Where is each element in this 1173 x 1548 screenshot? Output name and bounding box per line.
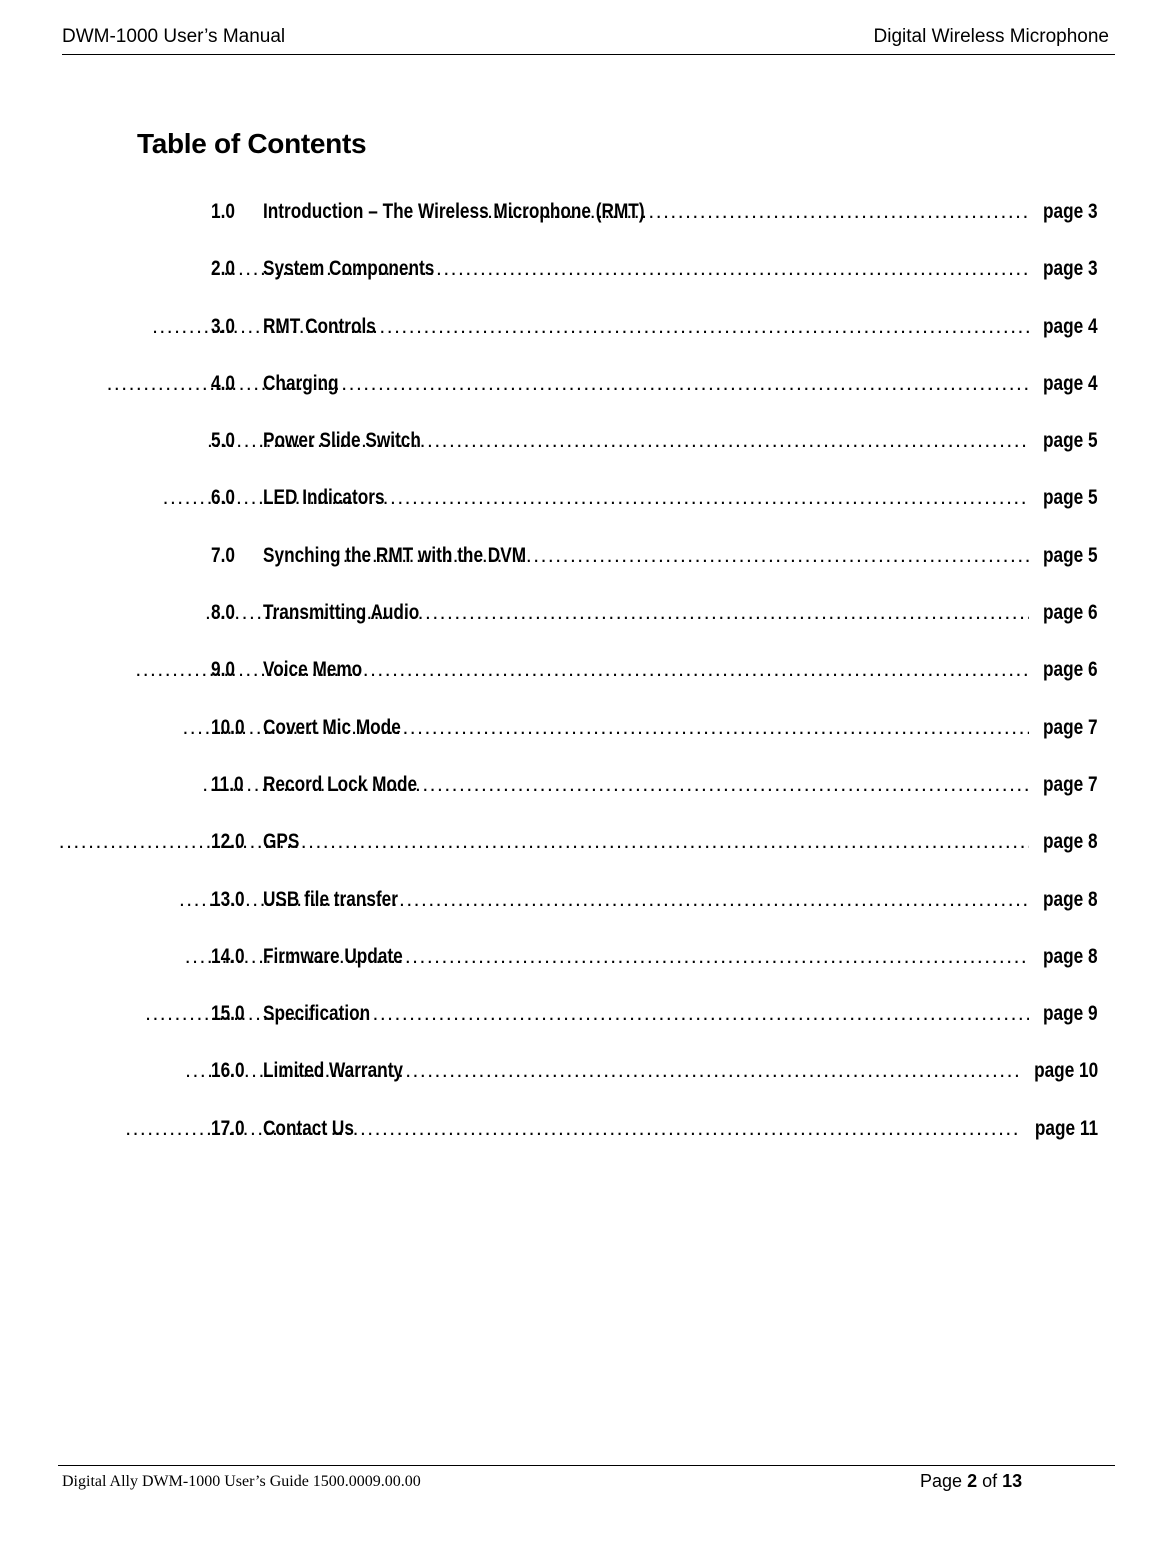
toc-entry-page: page 4 bbox=[1043, 314, 1098, 338]
toc-entry-page: page 8 bbox=[1043, 887, 1098, 911]
toc-entry[interactable] bbox=[211, 716, 1106, 773]
toc-entry-number: 6.0 bbox=[211, 486, 235, 510]
footer-page-current: 2 bbox=[967, 1471, 978, 1491]
toc-entry-number: 2.0 bbox=[211, 257, 235, 281]
toc-entry-number: 1.0 bbox=[211, 200, 235, 223]
toc-entry-page: page 11 bbox=[1034, 1116, 1098, 1140]
toc-entry-label: Firmware Update bbox=[263, 944, 403, 968]
toc-entry-page: page 9 bbox=[1043, 1002, 1098, 1026]
toc-entry-label: Synching the RMT with the DVM bbox=[263, 543, 527, 567]
toc-title: Table of Contents bbox=[137, 128, 367, 159]
toc-entry-number: 11.0 bbox=[211, 772, 244, 796]
toc-entry-number: 17.0 bbox=[211, 1116, 245, 1140]
toc-entry-number: 16.0 bbox=[211, 1059, 245, 1083]
toc-entry[interactable] bbox=[211, 888, 1106, 945]
toc-entry-page: page 8 bbox=[1043, 830, 1098, 854]
toc-list bbox=[211, 200, 1106, 1174]
toc-entry-number: 14.0 bbox=[211, 944, 245, 968]
toc-entry-page: page 4 bbox=[1043, 371, 1098, 395]
toc-entry[interactable] bbox=[211, 830, 1106, 887]
toc-entry[interactable] bbox=[211, 1059, 1106, 1116]
toc-dot-leader bbox=[59, 830, 1030, 854]
toc-entry-page: page 6 bbox=[1043, 601, 1098, 625]
toc-entry-number: 4.0 bbox=[211, 371, 235, 395]
toc-entry[interactable] bbox=[211, 429, 1106, 486]
footer-page-prefix: Page bbox=[920, 1471, 963, 1491]
toc-entry-label: Contact Us bbox=[263, 1116, 354, 1140]
toc-entry-label: Limited Warranty bbox=[263, 1059, 404, 1083]
toc-entry[interactable] bbox=[211, 945, 1106, 1002]
toc-entry-label: Specification bbox=[263, 1002, 371, 1026]
toc-entry-label: Covert Mic Mode bbox=[263, 715, 401, 739]
page-header bbox=[62, 26, 1115, 55]
toc-entry-label: LED Indicators bbox=[263, 486, 385, 510]
toc-entry[interactable] bbox=[211, 486, 1106, 543]
toc-entry[interactable] bbox=[211, 1002, 1106, 1059]
toc-entry-label: Charging bbox=[263, 371, 339, 395]
footer-divider bbox=[58, 1465, 1115, 1466]
header-product-name: Digital Wireless Microphone bbox=[873, 26, 1109, 47]
toc-entry-page: page 6 bbox=[1043, 658, 1098, 682]
toc-entry-number: 15.0 bbox=[211, 1002, 245, 1026]
toc-entry-page: page 10 bbox=[1033, 1059, 1098, 1083]
toc-entry-number: 8.0 bbox=[211, 601, 235, 625]
toc-entry-page: page 5 bbox=[1043, 429, 1098, 453]
toc-entry-label: Power Slide Switch bbox=[263, 429, 421, 453]
footer-document-id: Digital Ally DWM-1000 User’s Guide 1500.0009.00.00 bbox=[62, 1473, 421, 1490]
toc-dot-leader bbox=[125, 1117, 1019, 1141]
toc-entry-number: 9.0 bbox=[211, 658, 235, 682]
toc-entry-page: page 3 bbox=[1043, 200, 1098, 223]
toc-entry[interactable] bbox=[211, 200, 1106, 257]
toc-entry[interactable] bbox=[211, 372, 1106, 429]
footer-page-of: of bbox=[982, 1471, 998, 1491]
toc-entry-number: 3.0 bbox=[211, 314, 235, 338]
toc-entry-number: 12.0 bbox=[211, 830, 245, 854]
toc-entry-label: Introduction – The Wireless Microphone (RMT) bbox=[263, 200, 645, 223]
toc-entry-page: page 3 bbox=[1043, 257, 1098, 281]
toc-entry-number: 10.0 bbox=[211, 715, 245, 739]
toc-entry[interactable] bbox=[211, 658, 1106, 715]
toc-entry-label: Voice Memo bbox=[263, 658, 363, 682]
toc-entry-number: 5.0 bbox=[211, 429, 235, 453]
toc-entry-label: USB file transfer bbox=[263, 887, 398, 911]
toc-entry-page: page 8 bbox=[1043, 944, 1098, 968]
toc-entry[interactable] bbox=[211, 1117, 1106, 1174]
toc-entry-number: 7.0 bbox=[211, 543, 235, 567]
toc-entry-page: page 5 bbox=[1043, 543, 1098, 567]
toc-entry[interactable] bbox=[211, 315, 1106, 372]
toc-entry-label: Transmitting Audio bbox=[263, 601, 420, 625]
toc-entry-number: 13.0 bbox=[211, 887, 245, 911]
toc-entry[interactable] bbox=[211, 773, 1106, 830]
toc-entry-label: RMT Controls bbox=[263, 314, 376, 338]
toc-entry-page: page 7 bbox=[1043, 772, 1098, 796]
toc-entry-page: page 5 bbox=[1043, 486, 1098, 510]
toc-entry-label: GPS bbox=[263, 830, 300, 854]
toc-entry[interactable] bbox=[211, 544, 1106, 601]
toc-entry-label: Record Lock Mode bbox=[263, 772, 418, 796]
header-manual-title: DWM-1000 User’s Manual bbox=[62, 26, 286, 47]
footer-page-number bbox=[920, 1471, 1022, 1492]
toc-entry[interactable] bbox=[211, 257, 1106, 314]
toc-entry-label: System Components bbox=[263, 257, 435, 281]
toc-entry-page: page 7 bbox=[1043, 715, 1098, 739]
footer-page-total: 13 bbox=[1002, 1471, 1023, 1491]
toc-entry[interactable] bbox=[211, 601, 1106, 658]
